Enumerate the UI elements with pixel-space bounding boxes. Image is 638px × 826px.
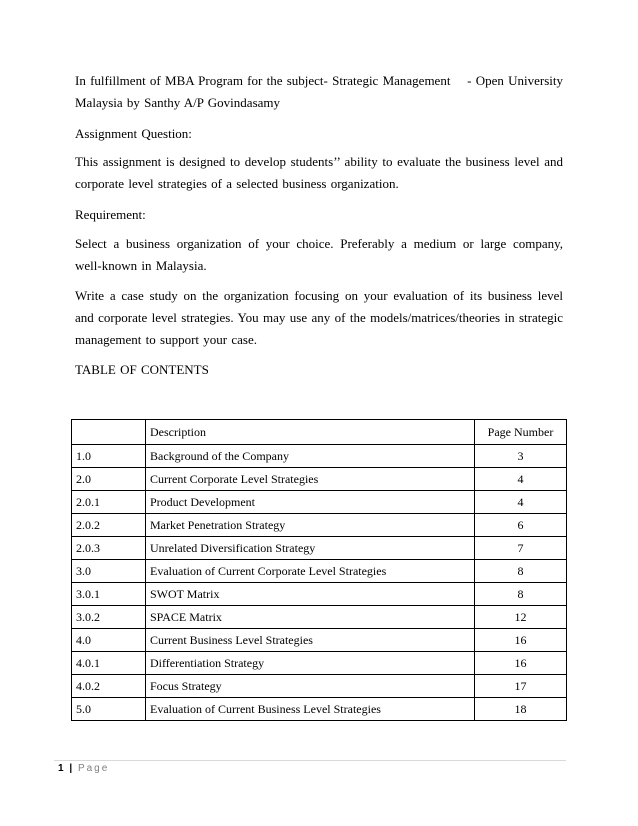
footer-separator: | — [69, 763, 73, 774]
footer-divider — [54, 760, 566, 761]
toc-row-number: 3.0.1 — [72, 583, 146, 606]
toc-row-page-number: 8 — [475, 583, 567, 606]
toc-row-number: 1.0 — [72, 445, 146, 468]
table-of-contents-heading: TABLE OF CONTENTS — [75, 362, 209, 377]
toc-row — [72, 468, 567, 491]
toc-row-page-number: 12 — [475, 606, 567, 629]
requirement-heading: Requirement: — [75, 207, 146, 222]
toc-row-description: SPACE Matrix — [146, 606, 475, 629]
toc-row-number: 4.0 — [72, 629, 146, 652]
toc-row-number: 4.0.1 — [72, 652, 146, 675]
assignment-question-heading: Assignment Question: — [75, 126, 192, 141]
toc-row — [72, 675, 567, 698]
toc-row-description: Evaluation of Current Corporate Level Strategies — [146, 560, 475, 583]
toc-row-description: Unrelated Diversification Strategy — [146, 537, 475, 560]
toc-row-number: 3.0.2 — [72, 606, 146, 629]
toc-row-description: Background of the Company — [146, 445, 475, 468]
toc-row-description: Differentiation Strategy — [146, 652, 475, 675]
toc-row — [72, 537, 567, 560]
toc-row — [72, 445, 567, 468]
page-footer — [58, 762, 109, 776]
toc-row-page-number: 4 — [475, 468, 567, 491]
intro-line-2: Malaysia by Santhy A/P Govindasamy — [75, 95, 281, 110]
toc-row-description: Market Penetration Strategy — [146, 514, 475, 537]
toc-row-description: Focus Strategy — [146, 675, 475, 698]
toc-row-description: Evaluation of Current Business Level Strategies — [146, 698, 475, 721]
toc-row — [72, 629, 567, 652]
intro-paragraph — [75, 70, 563, 114]
toc-row — [72, 606, 567, 629]
toc-row — [72, 560, 567, 583]
toc-row-page-number: 8 — [475, 560, 567, 583]
requirement-paragraph-2: Write a case study on the organization focusing on your evaluation of its business level and corporate level strategies. You may use any of the models/matrices/theories in strategic management to support your case. — [75, 288, 563, 347]
toc-row-number: 2.0.3 — [72, 537, 146, 560]
assignment-question-body: This assignment is designed to develop students’’ ability to evaluate the business level and corporate level strategies of a selected business organization. — [75, 154, 563, 191]
toc-row — [72, 583, 567, 606]
toc-row-number: 2.0 — [72, 468, 146, 491]
footer-page-number: 1 — [58, 763, 64, 774]
toc-row-description: Current Business Level Strategies — [146, 629, 475, 652]
intro-line-1-left: In fulfillment of MBA Program for the subject- Strategic Management — [75, 73, 451, 88]
toc-row-page-number: 4 — [475, 491, 567, 514]
toc-row-description: Product Development — [146, 491, 475, 514]
toc-row-number: 2.0.2 — [72, 514, 146, 537]
toc-header-number — [72, 420, 146, 445]
toc-row-number: 5.0 — [72, 698, 146, 721]
requirement-paragraph-1: Select a business organization of your choice. Preferably a medium or large company, well-known in Malaysia. — [75, 236, 563, 273]
toc-row-page-number: 17 — [475, 675, 567, 698]
toc-row — [72, 514, 567, 537]
toc-row-page-number: 16 — [475, 652, 567, 675]
toc-row-number: 3.0 — [72, 560, 146, 583]
toc-row — [72, 698, 567, 721]
toc-row-description: SWOT Matrix — [146, 583, 475, 606]
toc-row-page-number: 18 — [475, 698, 567, 721]
toc-row-page-number: 3 — [475, 445, 567, 468]
intro-line-1-right: - Open University — [467, 73, 563, 88]
toc-row — [72, 652, 567, 675]
toc-row — [72, 491, 567, 514]
toc-row-number: 4.0.2 — [72, 675, 146, 698]
toc-row-number: 2.0.1 — [72, 491, 146, 514]
footer-page-label: Page — [77, 763, 110, 774]
toc-row-page-number: 16 — [475, 629, 567, 652]
toc-header-description: Description — [146, 420, 475, 445]
toc-header-row — [72, 420, 567, 445]
toc-row-page-number: 6 — [475, 514, 567, 537]
intro-line-1 — [75, 70, 563, 92]
table-of-contents — [71, 419, 567, 721]
toc-header-page-number: Page Number — [475, 420, 567, 445]
toc-row-description: Current Corporate Level Strategies — [146, 468, 475, 491]
toc-row-page-number: 7 — [475, 537, 567, 560]
